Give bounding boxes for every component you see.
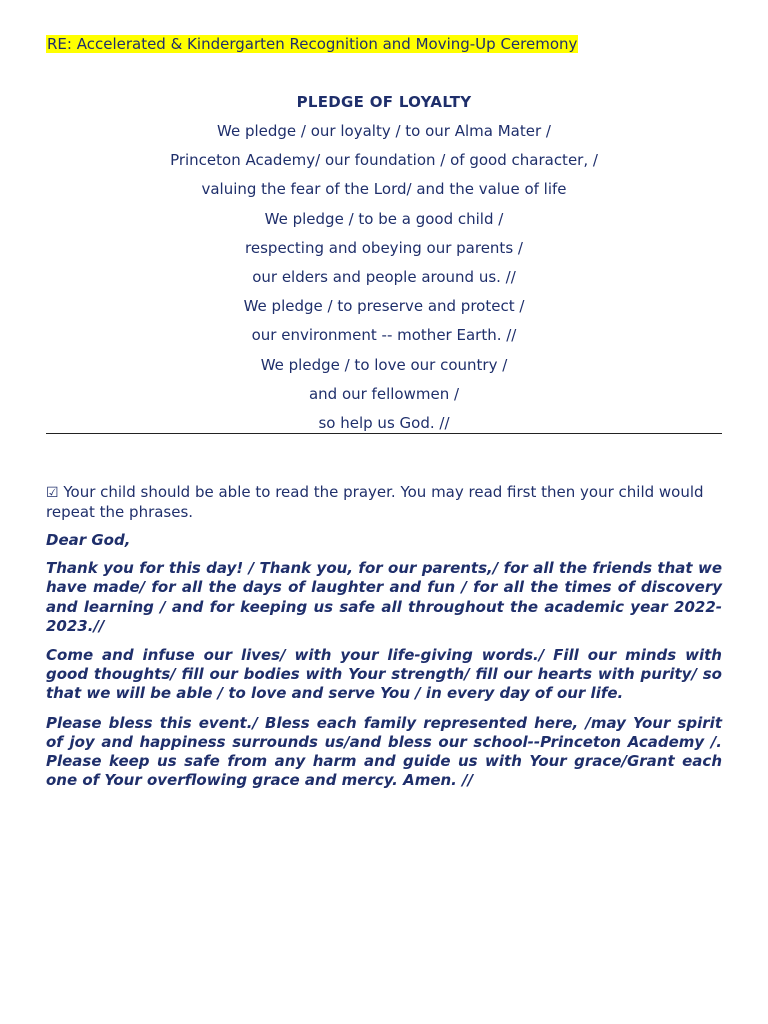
pledge-section — [46, 92, 722, 442]
instruction-note — [46, 483, 722, 522]
prayer-paragraph: Come and infuse our lives/ with your life-giving words./ Fill our minds with good thoughts/ fill our bodies with Your strength/ fill our hearts with purity/ so that we will be able / to love and serve You / in every day of our life. — [46, 646, 722, 703]
pledge-line: and our fellowmen / — [308, 384, 460, 403]
prayer-salutation: Dear God, — [46, 531, 131, 549]
pledge-line: valuing the fear of the Lord/ and the value of life — [201, 180, 567, 199]
subject-highlight: RE: Accelerated & Kindergarten Recognition and Moving-Up Ceremony — [47, 35, 578, 53]
instruction-text: Your child should be able to read the prayer. You may read first then your child would repeat the phrases. — [46, 483, 704, 521]
pledge-title: PLEDGE OF LOYALTY — [296, 93, 472, 111]
pledge-line: We pledge / to preserve and protect / — [243, 297, 525, 316]
horizontal-rule — [46, 433, 722, 434]
pledge-line: respecting and obeying our parents / — [245, 238, 523, 257]
pledge-line: We pledge / our loyalty / to our Alma Mater / — [217, 122, 551, 140]
pledge-line: We pledge / to be a good child / — [264, 209, 504, 228]
prayer-section — [46, 531, 722, 800]
pledge-line: Princeton Academy/ our foundation / of good character, / — [170, 151, 598, 170]
pledge-line: We pledge / to love our country / — [260, 355, 508, 374]
checkbox-icon: ☑ — [46, 485, 59, 501]
subject-line — [46, 34, 578, 54]
pledge-line: our environment -- mother Earth. // — [251, 326, 517, 345]
prayer-paragraph: Thank you for this day! / Thank you, for our parents,/ for all the friends that we have made/ for all the days of laughter and fun / for all the times of discovery and learning / and for keeping us safe all throughout the academic year 2022-2023.// — [46, 559, 722, 635]
pledge-line: so help us God. // — [318, 413, 450, 432]
pledge-line: our elders and people around us. // — [252, 267, 516, 286]
prayer-paragraph: Please bless this event./ Bless each family represented here, /may Your spirit of joy and happiness surrounds us/and bless our school--Princeton Academy /. Please keep us safe from any harm and guide us with Your grace/Grant each one of Your overflowing grace and mercy. Amen. // — [46, 713, 722, 790]
